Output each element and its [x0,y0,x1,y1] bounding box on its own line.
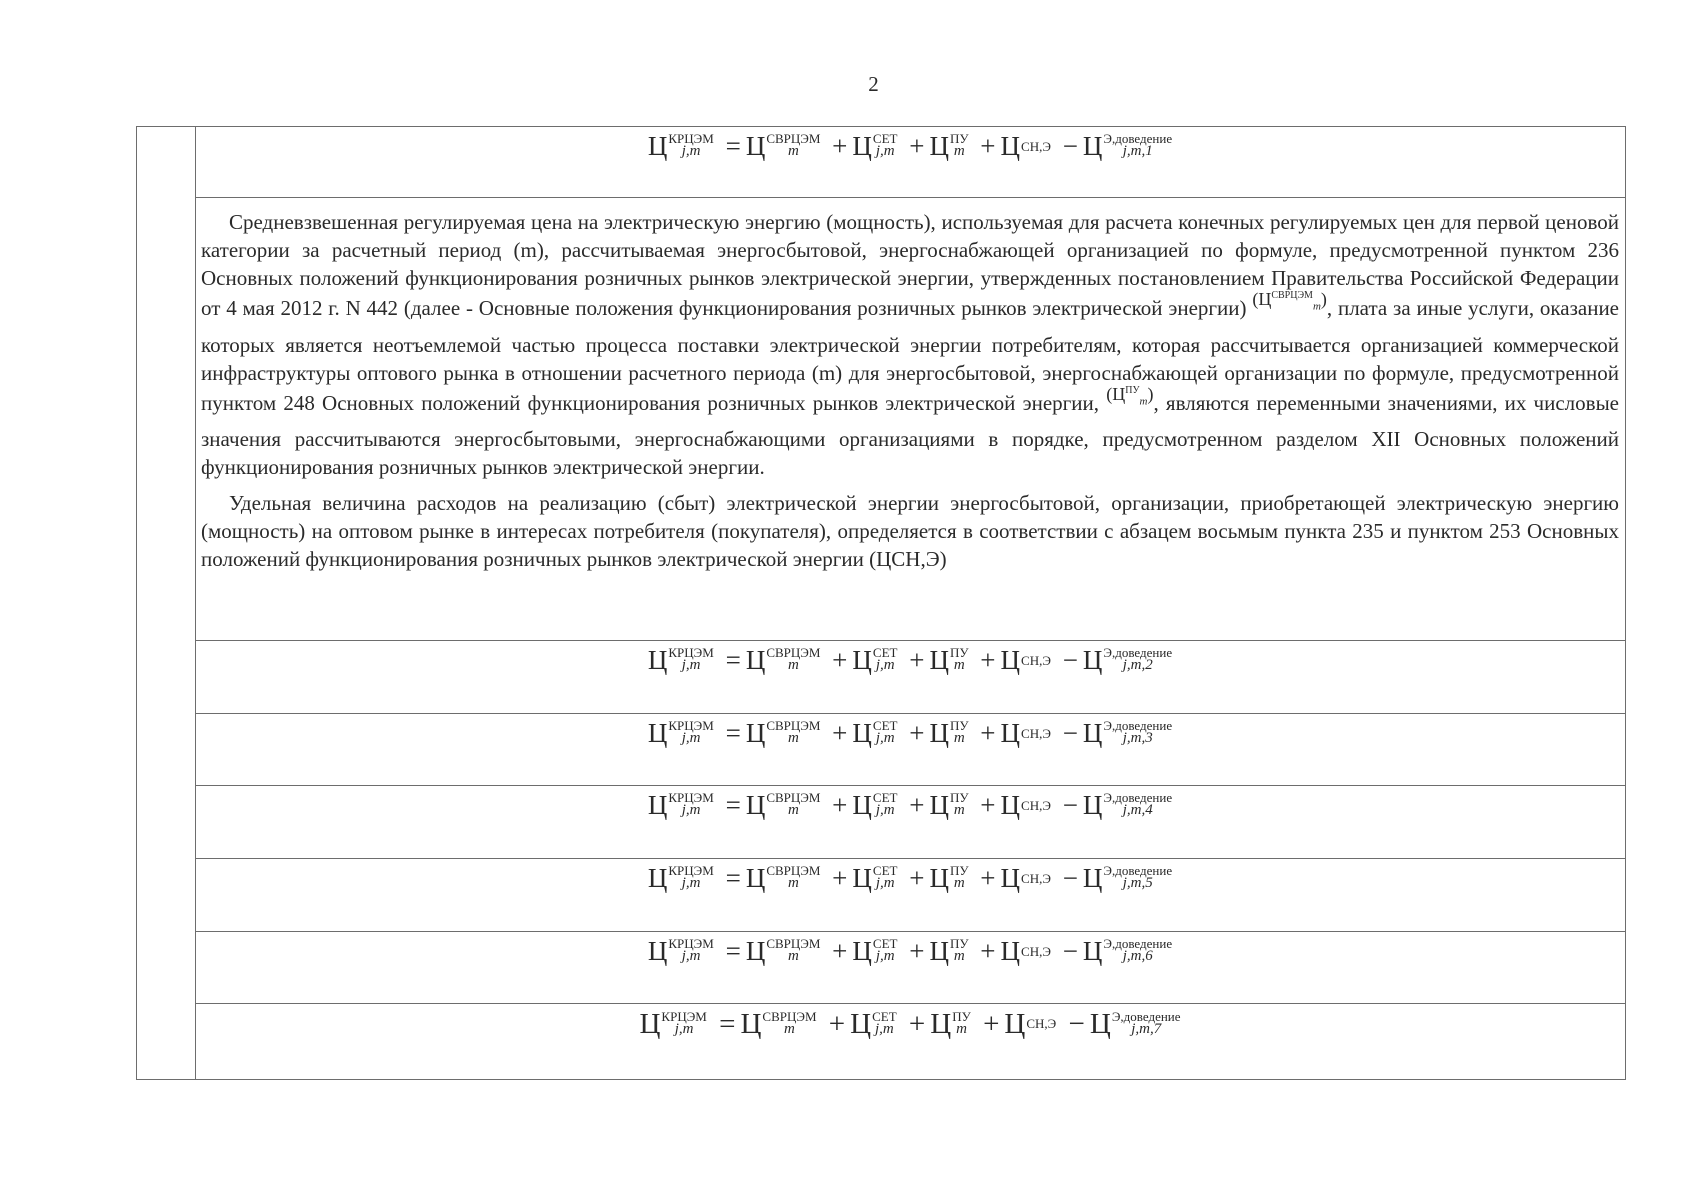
formula-3: Ц КРЦЭМ j,m = Ц СВРЦЭМ m + Ц СЕТ j,m + Ц ПУ m + Ц СН,Э − Ц Э,доведение j,m,3 [647,718,1173,748]
paragraph-2: Удельная величина расходов на реализацию (сбыт) электрической энергии энергосбытовой, организации, приобретающей электрическую энергию (мощность) на оптовом рынке в интересах потребителя (покупателя), определяется в соответствии с абзацем восьмым пункта 235 и пунктом 253 Основных положений функционирования розничных рынков электрической энергии (ЦСН,Э) [201,491,1619,572]
table-row-formula-1 [195,127,1625,197]
formula-1: Ц КРЦЭМ j,m = Ц СВРЦЭМ m + Ц СЕТ j,m + Ц ПУ m + Ц СН,Э − Ц Э,доведение j,m,1 [647,131,1173,161]
table-row-formula-3 [195,713,1625,785]
formula-lhs: Ц КРЦЭМ j,m [647,131,714,161]
formula-table [136,126,1626,1080]
page-number: 2 [868,72,879,96]
table-row-formula-6 [195,931,1625,1003]
paragraph-1: Средневзвешенная регулируемая цена на электрическую энергию (мощность), используемая для расчета конечных регулируемых цен для первой ценовой категории за расчетный период (m), рассчитываемая энергосбытовой, энергоснабжающей организацией по формуле, предусмотренной пунктом 236 Основных положений функционирования розничных рынков электрической энергии, утвержденных постановлением Правительства Российской Федерации от 4 мая 2012 г. N 442 (далее - Основные положения функционирования розничных рынков электрической энергии) $(Ц^{СВРЦЭМ}_m)$, плата за иные услуги, оказание которых является неотъемлемой частью процесса поставки электрической энергии потребителям, которая рассчитывается организацией коммерческой инфраструктуры оптового рынка в отношении расчетного периода (m) для энергосбытовой, энергоснабжающей организации по формуле, предусмотренной пунктом 248 Основных положений функционирования розничных рынков электрической энергии, $(Ц^{ПУ}_m)$, являются переменными значениями, их числовые значения рассчитываются энергосбытовыми, энергоснабжающими организациями в порядке, предусмотренном разделом XII Основных положений функционирования розничных рынков электрической энергии. [201,210,1620,480]
description-text [201,208,1619,581]
formula-2: Ц КРЦЭМ j,m = Ц СВРЦЭМ m + Ц СЕТ j,m + Ц ПУ m + Ц СН,Э − Ц Э,доведение j,m,2 [647,645,1173,675]
formula-5: Ц КРЦЭМ j,m = Ц СВРЦЭМ m + Ц СЕТ j,m + Ц ПУ m + Ц СН,Э − Ц Э,доведение j,m,5 [647,863,1173,893]
formula-6: Ц КРЦЭМ j,m = Ц СВРЦЭМ m + Ц СЕТ j,m + Ц ПУ m + Ц СН,Э − Ц Э,доведение j,m,6 [647,936,1173,966]
symbol-svrcem: $(Ц^{СВРЦЭМ}_m)$ [1252,289,1327,313]
table-row-formula-2 [195,640,1625,713]
formula-4: Ц КРЦЭМ j,m = Ц СВРЦЭМ m + Ц СЕТ j,m + Ц ПУ m + Ц СН,Э − Ц Э,доведение j,m,4 [647,790,1173,820]
table-row-formula-7 [195,1003,1625,1081]
table-row-formula-4 [195,785,1625,858]
formula-7: Ц КРЦЭМ j,m = Ц СВРЦЭМ m + Ц СЕТ j,m + Ц ПУ m + Ц СН,Э − Ц Э,доведение j,m,7 [639,1008,1181,1040]
table-row-formula-5 [195,858,1625,931]
symbol-pu: $(Ц^{ПУ}_m)$ [1106,383,1154,408]
table-row-description [195,197,1625,640]
